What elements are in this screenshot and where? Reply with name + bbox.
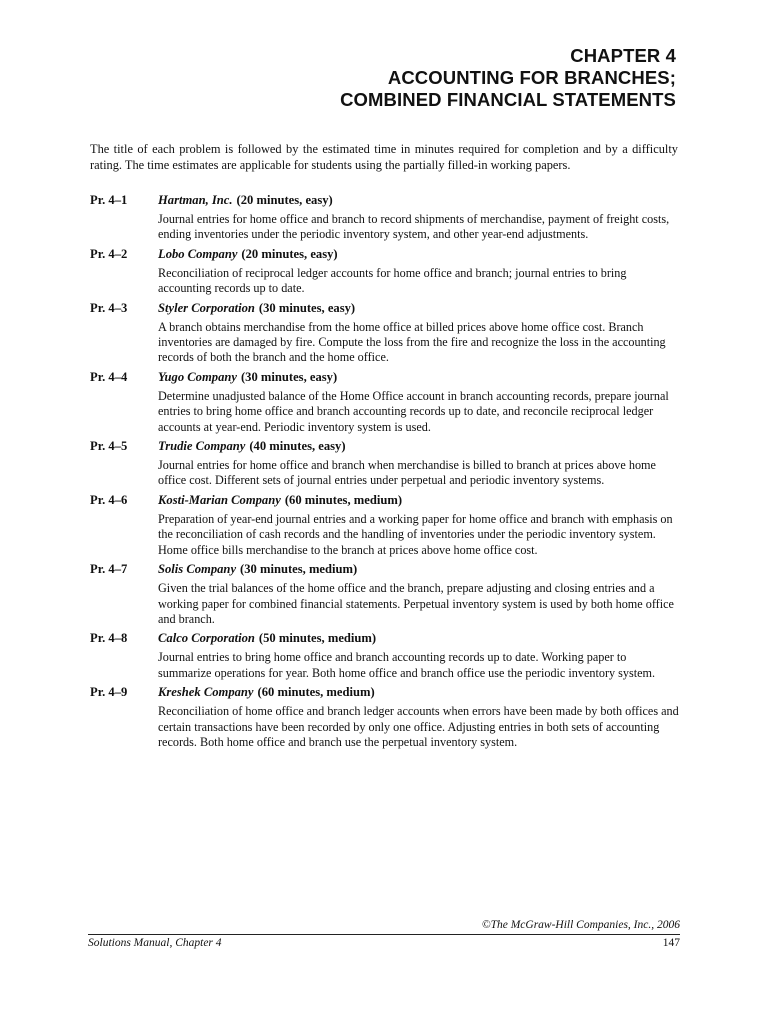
- problem-company: Styler Corporation: [158, 300, 255, 315]
- problem-heading: [90, 193, 680, 208]
- problem-item: [90, 493, 680, 558]
- problem-heading: [90, 439, 680, 454]
- problem-company: Calco Corporation: [158, 631, 255, 646]
- problem-time-difficulty: (40 minutes, easy): [249, 439, 346, 454]
- problem-company: Hartman, Inc.: [158, 193, 233, 207]
- problem-heading: [90, 370, 680, 385]
- problem-time-difficulty: (30 minutes, medium): [240, 562, 358, 577]
- problem-heading: [90, 247, 680, 262]
- problem-item: [90, 439, 680, 489]
- problem-description: Journal entries for home office and branch to record shipments of merchandise, payment of freight costs, ending inventories under the periodic inventory system, and other year-end adjustments.: [158, 212, 670, 242]
- problem-company: Yugo Company: [158, 369, 237, 384]
- chapter-title-line-2: COMBINED FINANCIAL STATEMENTS: [340, 89, 676, 110]
- problem-number: Pr. 4–4: [90, 369, 128, 384]
- problem-time-difficulty: (30 minutes, easy): [240, 369, 338, 384]
- problem-number: Pr. 4–8: [90, 631, 128, 646]
- problem-heading: [90, 685, 680, 700]
- problem-description: Journal entries for home office and branch when merchandise is billed to branch at prices above home office cost. Different sets of journal entries under perpetual and periodic inventory systems.: [158, 458, 656, 488]
- chapter-number: CHAPTER 4: [570, 45, 676, 66]
- copyright-notice: ©The McGraw-Hill Companies, Inc., 2006: [481, 919, 680, 931]
- problem-number: Pr. 4–6: [90, 492, 128, 507]
- problem-time-difficulty: (20 minutes, easy): [236, 193, 333, 207]
- chapter-heading: [340, 45, 676, 111]
- problem-time-difficulty: (50 minutes, medium): [258, 631, 377, 646]
- problem-number: Pr. 4–1: [90, 193, 128, 207]
- problem-heading: [90, 301, 680, 316]
- problem-description: A branch obtains merchandise from the home office at billed prices above home office cost. Branch inventories are damaged by fire. Compute the loss from the fire and recognize the loss in the accounting records of both the branch and the home office.: [158, 319, 666, 365]
- problem-item: [90, 301, 680, 366]
- problem-item: [90, 247, 680, 297]
- problem-number: Pr. 4–3: [90, 300, 128, 315]
- problem-description: Reconciliation of reciprocal ledger accounts for home office and branch; journal entries to bring accounting records up to date.: [158, 265, 627, 296]
- problem-item: [90, 370, 680, 435]
- problem-description: Given the trial balances of the home office and the branch, prepare adjusting and closing entries and a working paper for combined financial statements. Perpetual inventory system is used by both home office and branch.: [158, 581, 674, 626]
- problem-heading: [90, 562, 680, 577]
- problem-time-difficulty: (30 minutes, easy): [258, 300, 356, 315]
- problem-heading: [90, 631, 680, 646]
- intro-paragraph: The title of each problem is followed by the estimated time in minutes required for completion and by a difficulty rating. The time estimates are applicable for students using the partially filled-in working papers.: [90, 142, 678, 172]
- problem-description: Journal entries to bring home office and branch accounting records up to date. Working paper to summarize operations for year. Both home office and branch office use the periodic inventory system.: [158, 650, 656, 680]
- problem-company: Solis Company: [158, 562, 237, 577]
- problem-item: [90, 631, 680, 681]
- problem-number: Pr. 4–5: [90, 439, 128, 454]
- problem-heading: [90, 493, 680, 508]
- problem-company: Trudie Company: [158, 439, 246, 454]
- problem-time-difficulty: (20 minutes, easy): [241, 246, 338, 261]
- problem-number: Pr. 4–2: [90, 246, 128, 261]
- page-number: 147: [662, 937, 680, 949]
- chapter-title-line-1: ACCOUNTING FOR BRANCHES;: [387, 67, 676, 88]
- problem-item: [90, 685, 680, 750]
- footer-divider: [88, 934, 680, 935]
- problem-number: Pr. 4–9: [90, 685, 128, 700]
- problem-item: [90, 562, 680, 627]
- problem-list: [90, 193, 680, 754]
- problem-time-difficulty: (60 minutes, medium): [284, 492, 403, 507]
- problem-number: Pr. 4–7: [90, 562, 128, 577]
- problem-company: Kreshek Company: [158, 685, 254, 700]
- problem-company: Kosti-Marian Company: [158, 492, 281, 507]
- problem-description: Preparation of year-end journal entries and a working paper for home office and branch with emphasis on the reconciliation of cash records and the handling of inventories under the periodic inventory system. Home office bills merchandise to the branch at prices above home office cost.: [158, 511, 673, 557]
- problem-description: Reconciliation of home office and branch ledger accounts when errors have been made by both offices and certain transactions have been recorded by only one office. Adjusting entries in both sets of accounting records. Both home office and branch use the perpetual inventory system.: [158, 704, 679, 749]
- problem-company: Lobo Company: [158, 246, 238, 261]
- problem-time-difficulty: (60 minutes, medium): [257, 685, 375, 700]
- problem-item: [90, 193, 680, 243]
- footer-source: Solutions Manual, Chapter 4: [88, 937, 222, 949]
- problem-description: Determine unadjusted balance of the Home Office account in branch accounting records, prepare journal entries to bring home office and branch accounting records up to date, and reconcile reciprocal ledger accounts at year-end. Periodic inventory system is used.: [158, 388, 669, 434]
